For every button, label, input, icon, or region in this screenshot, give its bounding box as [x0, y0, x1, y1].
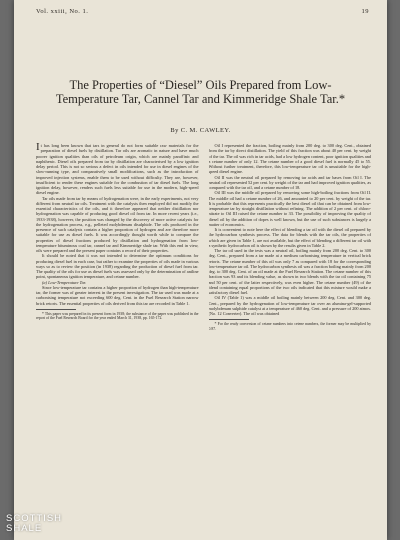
drop-cap: I [36, 143, 40, 153]
watermark-line: SCOTTISH [6, 513, 63, 524]
paragraph: Tar oils made from tar by means of hydrogenation were, in the early experiments, not very different from neutral tar oils. Treatment with the catalysts then employed did not modify the essential characteristics of the oils, and it therefore appeared that neither distillation nor hydrogenation was capable of producing good diesel oil from tar. In more recent years (i.e., 1933-1938), however, the position was changed by the discovery of more active catalysts for the hydrogenation process, e.g., pelleted molybdenum disulphide. The oils produced in the presence of such catalysts contain a higher proportion of hydrogen and are therefore more suitable for use as diesel fuels. It was accordingly thought worth while to compare the properties of diesel fractions produced by distillation and hydrogenation from low-temperature bituminous coal tar, cannel tar and Kimmeridge shale tar. With this end in view, oils were prepared and the present paper contains a record of their properties. [36, 195, 199, 253]
paragraph: Oil I represented the fraction, boiling mainly from 200 deg. to 300 deg. Cent., obtained from the tar by direct distillation. The yield of this fraction was about 40 per cent. by weight of the tar. The oil was rich in tar acids, had a low hydrogen content, poor ignition qualities and a cetane number of only 12. The cetane number of a good diesel fuel is normally 45 to 55. Without further treatment, therefore, this low-temperature tar oil is unsuitable for the high-speed diesel engine. [208, 143, 371, 175]
section-subhead: (a) Low-Temperature Tar. [42, 279, 87, 285]
paragraph: Oil IV (Table 1) was a middle oil boiling mainly between 200 deg. Cent. and 300 deg. Cent., prepared by the hydrogenation of low-temperature tar over an alumina-gel-supported molybdenum sulphide catalyst at a temperature of 460 deg. Cent. and a pressure of 200 atmos. (No. 12 Converter). The oil was obtained [208, 295, 371, 316]
paragraph: It has long been known that tars in general do not form suitable raw materials for the preparation of diesel fuels by distillation. Tar oils are aromatic in nature and have much poorer ignition qualities than oils of petroleum origin, which are mainly paraffinic and naphthenic. Diesel oils prepared from tar by distillation are characterised by a low ignition delay period. This is not so serious a defect in oils intended for use in diesel engines of the slow-running type, and comparatively small modifications, such as the introduction of improved injection systems, enable them to be used without difficulty. They are, however, insufficient to render these engines suitable for the combustion of tar diesel fuels. The long ignition delay, however, renders such fuels less suitable for use in the modern, high-speed diesel engine. [36, 143, 199, 196]
volume-label: Vol. xxiii, No. 1. [36, 8, 89, 15]
column-right [209, 143, 372, 522]
watermark-line: SHALE [6, 523, 43, 534]
article-byline: By C. M. CAWLEY. [170, 127, 231, 134]
page-number: 19 [361, 8, 369, 15]
watermark-logo [6, 514, 62, 534]
footnote-rule [36, 309, 76, 310]
footnote: * For the ready conversion of cetane numbers into cetene numbers, the former may be multiplied by 0.87. [208, 322, 371, 331]
journal-page [14, 0, 387, 540]
paragraph: Since low-temperature tar contains a higher proportion of hydrogen than high-temperature tar, the former was of greater interest in the present investigation. The tar used was made at a carbonising temperature not exceeding 600 deg. Cent. in the Fuel Research Station narrow brick retorts. The essential properties of oils derived from this tar are recorded in Table 1. [36, 284, 199, 306]
footnote: * This paper was prepared in its present form in 1938; the substance of the paper was published in the report of the Fuel Research Board for the year ended March 31, 1938, pp. 165-172. [36, 311, 199, 321]
article-title: The Properties of “Diesel” Oils Prepared from Low-Temperature Tar, Cannel Tar and Kimmeridge Shale Tar.* [55, 78, 346, 107]
article-body [36, 143, 371, 522]
paragraph: Oil II was the neutral oil prepared by removing tar acids and tar bases from Oil I. The neutral oil represented 52 per cent. by weight of the tar and had improved ignition qualities, as compared with the tar oil, and a cetane number of 18. [208, 174, 371, 190]
running-header [36, 8, 369, 15]
column-left [36, 143, 199, 522]
footnote-rule [209, 319, 249, 320]
paragraph: Oil III was the middle oil prepared by removing some high-boiling fractions from Oil II. The middle oil had a cetane number of 26, and amounted to 20 per cent. by weight of the tar. It is probable that this represents practically the best diesel oil that can be obtained from low-temperature tar by straight distillation without refining. The addition of 2 per cent. of chloro-nitrate to Oil III raised the cetane number to 33. The possibility of improving the quality of diesel oil by the addition of dopes is well known, but the use of such substances is largely a matter of economics. [208, 190, 371, 227]
paragraph: It should be noted that it was not intended to determine the optimum conditions for producing diesel fuel in each case, but rather to examine the properties of oils made in various ways so as to review the position (in 1938) regarding the production of diesel fuel from tar. The quality of the oils for use as diesel fuels was assessed only by the determination of aniline point, spontaneous ignition temperature, and cetane number. [36, 253, 199, 280]
paragraph: It is convenient to note here the effect of blending a tar oil with the diesel oil prepared by the hydrocarbon synthesis process. The data for blends with the tar oils, the properties of which are given in Table 1, are not available, but the effect of blending a different tar oil with a synthetic hydrocarbon oil is shown by the results given in Table 2. [208, 227, 371, 248]
paragraph: The tar oil used in the tests was a neutral oil, boiling mainly from 200 deg. Cent. to 300 deg. Cent., prepared from a tar made at a medium carbonising temperature in vertical brick retorts. The cetane number of this oil was only 7 as compared with 18 for the corresponding low-temperature tar oil. The hydrocarbon synthesis oil was a fraction boiling mainly from 200 deg. to 300 deg. Cent. of an oil made at the Fuel Research Station. The cetane number of this fraction was 93 and its blending value, as shown in two blends with the tar oil containing 75 and 50 per cent. of the latter respectively, was even higher. The cetane number (49) of the blend containing equal proportions of the two oils indicated that this mixture would make a satisfactory diesel fuel. [208, 248, 371, 295]
